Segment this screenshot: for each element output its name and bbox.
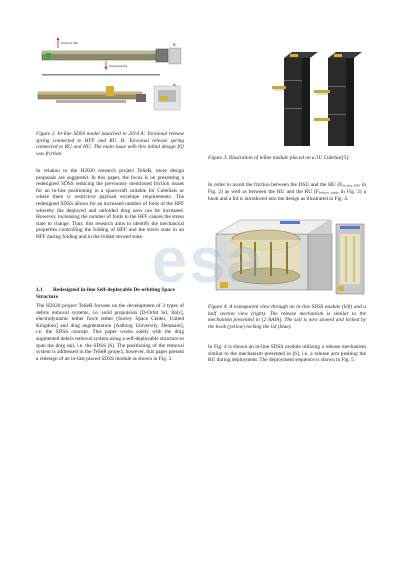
cubesat-left — [272, 52, 318, 146]
spring-part — [46, 53, 51, 58]
figure-3-image — [270, 50, 366, 150]
panel-label-b: B — [173, 42, 176, 47]
figure-3 — [270, 50, 366, 150]
esa-watermark: esa — [151, 224, 265, 296]
subscript-friction-guide: friction, guide — [318, 190, 339, 195]
cubesat-right — [314, 52, 362, 146]
right-paragraph-2: In Fig. 4 is shown an in-line SDSS module utilizing a release mechanism similar to the mechanism presented in [6], i.e. a release arm pushing the RU during deployment. The deployment sequence is shown in Fig. 5. — [208, 344, 366, 364]
subscript-friction-hff: friction, HFF — [342, 183, 361, 188]
top-label-spring: Torsional spring — [109, 65, 128, 68]
figure-2 — [36, 34, 182, 130]
figure-4-caption: Figure 4. A transparent view through an in-line SDSS module (left) and a half section view (right). The release mechanism is similar to the mechanism presented in [2 AAIA]. The sail is now stowed and locked by the hook (yellow) locking the lid (blue). — [208, 304, 366, 330]
panel-label-a: A — [173, 82, 176, 87]
right-paragraph-1-text-c: in Fig. 2) a hook and a lid is introduced into the design as illustrated in Fig. 4. — [208, 189, 366, 203]
section-number: 1.1 — [36, 287, 43, 293]
section-title: Redesigned in-line Self-deployable De-orbiting Space Structure — [36, 287, 175, 300]
lid — [280, 221, 300, 224]
module-half-section — [336, 224, 364, 294]
figure-2-image — [36, 34, 182, 130]
right-paragraph-1-text-b: in Fig. 2) as well as between the HU and the RU (F — [208, 182, 366, 196]
right-paragraph-1 — [208, 182, 366, 203]
figure-3-caption: Figure 3. Illustration of inline module placed on a 3U CubeSat[5]. — [208, 155, 350, 161]
figure-2-caption: Figure 2. In-line SDSS model launched in 2014 A: Torsional release spring connected to HFF and RU. B: Torsional release spring connected to RU and HU. The main issue with this initial design [6] was friction. — [36, 131, 184, 157]
top-label-friction: Friction in HFF — [61, 42, 79, 45]
right-paragraph-1-text-a: In order to avoid the friction between the DSU and the HU (F — [208, 182, 343, 188]
left-paragraph-1: In relation to the H2020 research project TeSeR, more design proposals are suggested. In this paper, the focus is on presenting a redesigned SDSS reducing the previously mentioned friction issues for an in-line positioning in a spacecraft suitable for CubeSats or where there is restrictive payload envelope requirements. The redesigned SDSS allows for an increased number of folds of the HFF whereby the deployed and unfolded drag area can be increased. However, increasing the number of folds in the HFF causes the stress state to change. Thus, this research aims to identify the mechanical properties controlling the folding of HFF and the stress state in an HFF during folding and in the folded stowed state. — [36, 168, 184, 240]
left-paragraph-2: The H2020 project TeSeR focuses on the development of 3 types of debris removal systems, i.e. solid propulsion [D-Orbit Srl, Italy], electrodynamic tether force tether [Surrey Space Center, United Kingdom] and drag augmentation [Aalborg University, Denmark], i.e. the SDSS concept. This paper works solely with the drag augmented debris removal system using a self-deployable structure to span the drag sail, i.e. the SDSS [6]. The positioning of the removal system is addressed in the TeSeR project, however, this paper present a redesign of an in-line placed SDSS module as shown in Fig. 3. — [36, 303, 184, 362]
